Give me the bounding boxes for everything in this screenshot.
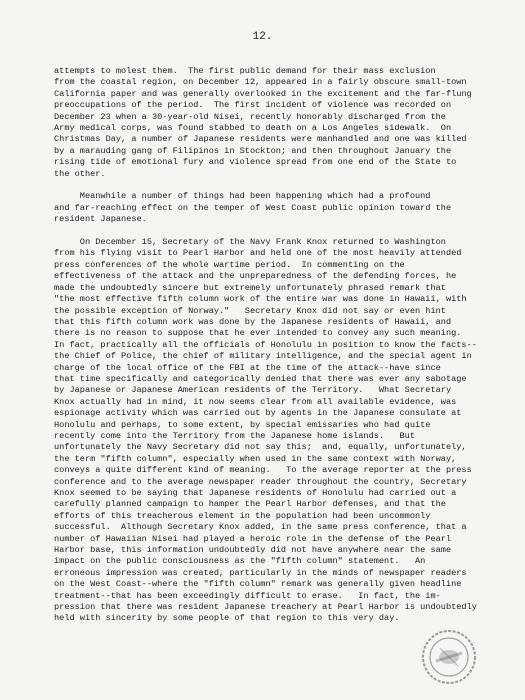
- text-line: Harbor base, this information undoubtedly did not have anywhere near the same: [54, 545, 452, 556]
- text-line: Honolulu and perhaps, to some extent, by special emissaries who had quite: [54, 419, 431, 430]
- text-line: efforts of this treacherous element in the population had been uncommonly: [54, 510, 431, 521]
- text-line: attempts to molest them. The first public demand for their mass exclusion: [54, 66, 436, 76]
- paragraph-1: [54, 66, 504, 180]
- text-line: treatment--that has been exceedingly difficult to erase. In fact, the im-: [54, 590, 441, 601]
- text-line: On December 15, Secretary of the Navy Frank Knox returned to Washington: [54, 237, 446, 248]
- text-line: the Chief of Police, the chief of military intelligence, and the special agent in: [54, 351, 472, 362]
- text-line: from the coastal region, on December 12, appeared in a fairly obscure small-town: [54, 77, 467, 88]
- text-line: successful. Although Secretary Knox added, in the same press conference, that a: [54, 522, 467, 533]
- text-line: that time specifically and categorically denied that there was ever any sabotage: [54, 373, 467, 384]
- text-line: there is no reason to suppose that he ever intended to convey any such meaning.: [54, 328, 462, 339]
- paragraph-2: [54, 191, 504, 225]
- text-line: pression that there was resident Japanese treachery at Pearl Harbor is undoubtedly: [54, 602, 477, 613]
- text-line: held with sincerity by some people of that region to this very day.: [54, 613, 400, 624]
- text-line: conference and to the average newspaper reader throughout the country, Secretary: [54, 476, 467, 487]
- text-line: from his flying visit to Pearl Harbor and held one of the most heavily attended: [54, 248, 462, 259]
- text-line: Knox seemed to be saying that Japanese residents of Honolulu had carried out a: [54, 488, 457, 498]
- body-text: [54, 66, 504, 625]
- text-line: effectiveness of the attack and the unpreparedness of the defending forces, he: [54, 271, 457, 282]
- paragraph-gap: [54, 180, 504, 191]
- text-line: Christmas Day, a number of Japanese residents were manhandled and one was killed: [54, 134, 467, 145]
- text-line: California paper and was generally overlooked in the excitement and the far-flung: [54, 88, 472, 99]
- text-line: "the most effective fifth column work of the entire war was done in Hawaii, with: [54, 294, 467, 305]
- text-line: impact on the public consciousness as the "fifth column" statement. An: [54, 556, 426, 567]
- text-line: conveys a quite different kind of meaning. To the average reporter at the press: [54, 465, 472, 476]
- text-line: number of Hawaiian Nisei had played a heroic role in the defense of the Pearl: [54, 533, 452, 544]
- text-line: press conferences of the whole wartime period. In commenting on the: [54, 259, 405, 270]
- text-line: rising tide of emotional fury and violence spread from one end of the State to: [54, 157, 457, 168]
- text-line: resident Japanese.: [54, 214, 147, 225]
- text-line: that this fifth column work was done by the Japanese residents of Hawaii, and: [54, 316, 452, 327]
- text-line: by a marauding gang of Filipinos in Stockton; and then throughout January the: [54, 145, 452, 156]
- text-line: unfortunately the Navy Secretary did not say this; and, equally, unfortunately,: [54, 442, 467, 453]
- text-line: the other.: [54, 168, 106, 179]
- text-line: Army medical corps, was found stabbed to death on a Los Angeles sidewalk. On: [54, 123, 452, 134]
- text-line: December 23 when a 30-year-old Nisei, recently honorably discharged from the: [54, 111, 446, 122]
- archive-seal-icon: [420, 628, 478, 686]
- text-line: made the undoubtedly sincere but extremely unfortunately phrased remark that: [54, 282, 446, 293]
- text-line: the possible exception of Norway." Secretary Knox did not say or even hint: [54, 305, 446, 316]
- text-line: In fact, practically all the officials of Honolulu in position to know the facts--: [54, 339, 477, 350]
- text-line: and far-reaching effect on the temper of West Coast public opinion toward the: [54, 202, 452, 213]
- paragraph-gap: [54, 226, 504, 237]
- text-line: carefully planned campaign to hamper the Pearl Harbor defenses, and that the: [54, 499, 446, 510]
- text-line: Meanwhile a number of things had been happening which had a profound: [54, 191, 431, 202]
- text-line: on the West Coast--where the "fifth column" remark was generally given headline: [54, 579, 462, 590]
- text-line: the term "fifth column", especially when used in the same context with Norway,: [54, 453, 457, 464]
- text-line: espionage activity which was carried out by agents in the Japanese consulate at: [54, 408, 462, 419]
- paragraph-3: [54, 237, 504, 625]
- text-line: erroneous impression was created, particularly in the minds of newspaper readers: [54, 567, 467, 578]
- text-line: recently come into the Territory from the Japanese home islands. But: [54, 430, 415, 441]
- text-line: Knox actually had in mind, it now seems clear from all available evidence, was: [54, 396, 457, 407]
- text-line: preoccupations of the period. The first incident of violence was recorded on: [54, 100, 452, 111]
- text-line: charge of the local office of the FBI at the time of the attack--have since: [54, 362, 441, 373]
- page-number: 12.: [252, 31, 273, 43]
- text-line: by Japanese or Japanese American residents of the Territory. What Secretary: [54, 385, 452, 396]
